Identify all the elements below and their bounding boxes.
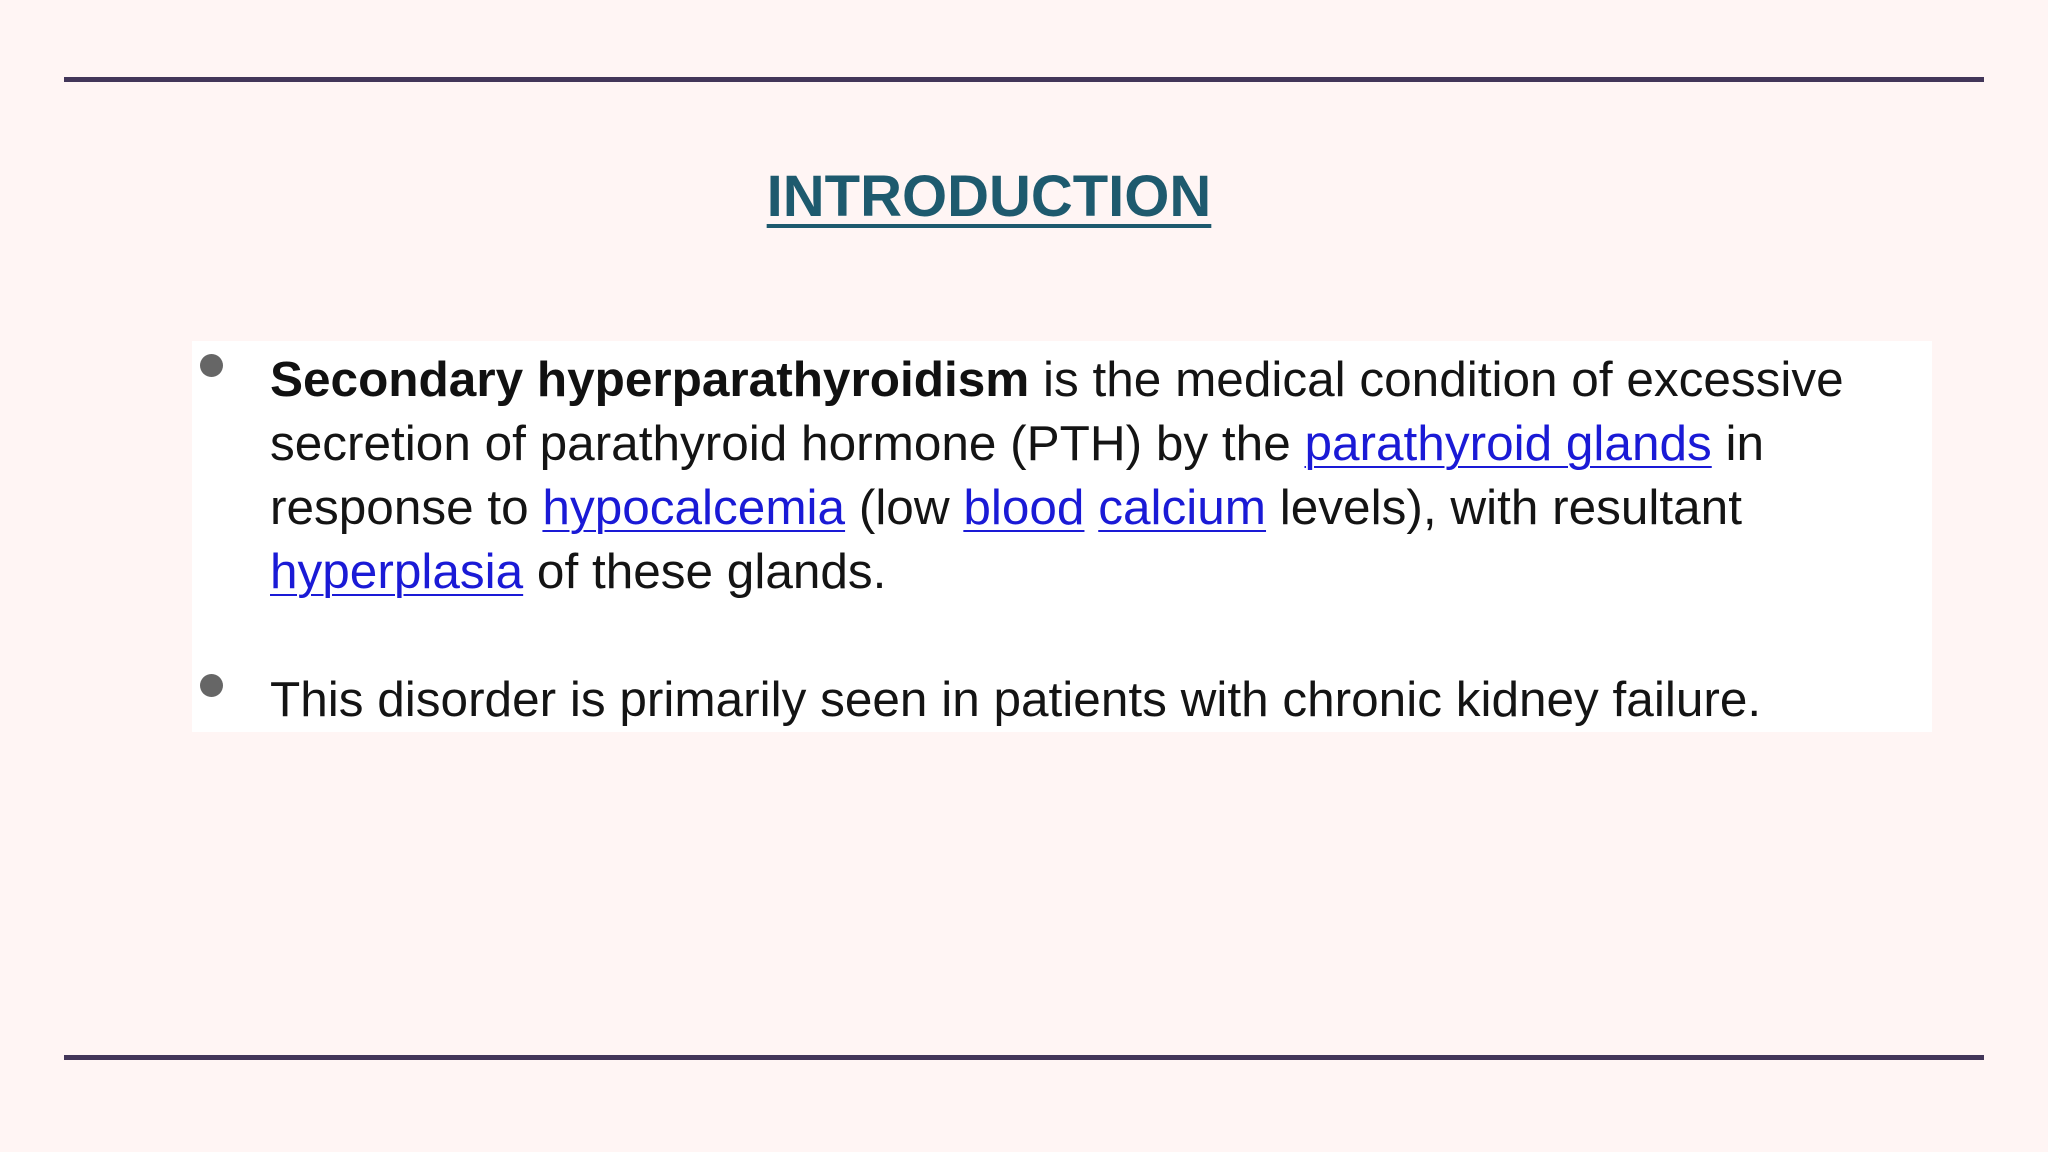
link-calcium[interactable]: calcium [1098, 480, 1267, 535]
bullet-dot-icon [200, 354, 223, 377]
top-divider [64, 77, 1984, 82]
link-hypocalcemia[interactable]: hypocalcemia [542, 480, 846, 535]
link-hyperplasia[interactable]: hyperplasia [270, 544, 524, 599]
body-text: (low [845, 480, 964, 535]
body-text: levels), with resultant [1266, 480, 1742, 535]
content-box [192, 341, 1932, 732]
body-text: is the medical condition of excessive secretion of parathyroid hormone (PTH) by the [270, 352, 1844, 471]
bold-term: Secondary hyperparathyroidism [270, 352, 1030, 407]
slide-title: INTRODUCTION [766, 164, 1212, 229]
body-text [1084, 480, 1098, 535]
body-text: of these glands. [523, 544, 887, 599]
link-blood[interactable]: blood [963, 480, 1085, 535]
bullet-item-definition [270, 348, 1910, 604]
bullet-item-prevalence: This disorder is primarily seen in patients with chronic kidney failure. [270, 672, 1762, 727]
bottom-divider [64, 1055, 1984, 1060]
body-text: in response to [270, 416, 1765, 535]
link-parathyroid-glands[interactable]: parathyroid glands [1304, 416, 1712, 471]
bullet-dot-icon [200, 674, 223, 697]
